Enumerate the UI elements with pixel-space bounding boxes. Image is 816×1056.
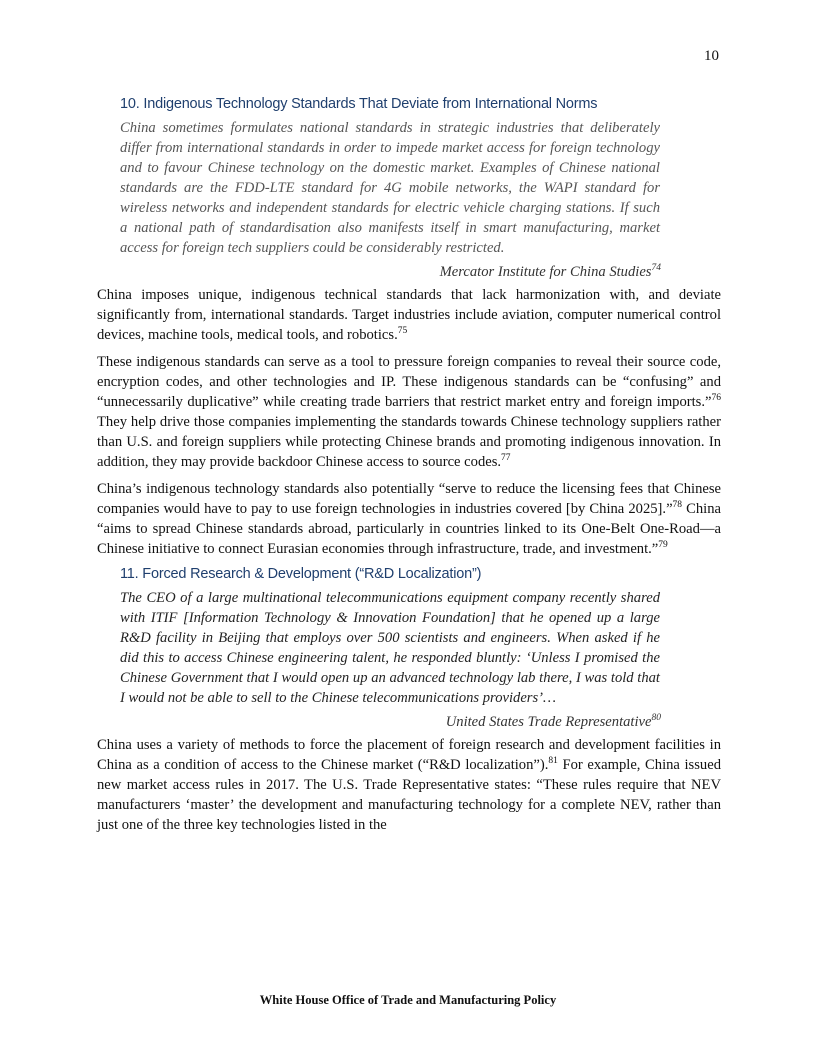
footnote-ref[interactable]: 81: [548, 756, 558, 767]
paragraph: [97, 735, 721, 835]
page-footer: White House Office of Trade and Manufacturing Policy: [259, 993, 557, 1007]
section-11-heading: 11. Forced Research & Development (“R&D Localization”): [120, 566, 482, 582]
paragraph-text: For example, China issued new market access rules in 2017. The U.S. Trade Representative states: “These rules require that NEV manufacturers ‘master’ the development and manufacturing technology for a complete NEV, rather than just one of the three key technologies listed in the: [97, 757, 721, 833]
footnote-ref[interactable]: 80: [651, 713, 661, 724]
section-11-attribution: [97, 714, 661, 731]
section-10-attribution: [97, 264, 661, 281]
paragraph-text: They help drive those companies implementing the standards towards Chinese technology suppliers rather than U.S. and foreign suppliers while protecting Chinese brands and promoting indigenous innovation. In addition, they may provide backdoor Chinese access to source codes.: [97, 414, 721, 470]
attribution-source: Mercator Institute for China Studies: [439, 264, 652, 280]
section-10-quote: China sometimes formulates national standards in strategic industries that deliberately differ from international standards in order to impede market access for foreign technology and to favour Chinese technology on the domestic market. Examples of Chinese national standards are the FDD-LTE standard for 4G mobile networks, the WAPI standard for wireless networks and independent standards for electric vehicle charging stations. If such a national path of standardisation also manifests itself in smart manufacturing, market access for foreign tech suppliers could be considerably restricted.: [120, 120, 660, 256]
paragraph-text: China “aims to spread Chinese standards abroad, particularly in countries linked to its One-Belt One-Road—a Chinese initiative to connect Eurasian economies through infrastructure, trade, and investment.”: [97, 501, 721, 557]
section-11-quote: The CEO of a large multinational telecommunications equipment company recently shared with ITIF [Information Technology & Innovation Foundation] that he opened up a large R&D facility in Beijing that employs over 500 scientists and engineers. When asked if he did this to access Chinese engineering talent, he responded bluntly: ‘Unless I promised the Chinese Government that I would open up an advanced technology lab there, I was told that I would not be able to sell to the Chinese telecommunications providers’…: [120, 590, 660, 706]
paragraph-text: China’s indigenous technology standards also potentially “serve to reduce the licensing fees that Chinese companies would have to pay to use foreign technologies in industries covered [by China 2025].”: [97, 481, 721, 517]
paragraph-text: China imposes unique, indigenous technical standards that lack harmonization with, and deviate significantly from, international standards. Target industries include aviation, computer numerical control devices, machine tools, medical tools, and robotics.: [97, 287, 721, 343]
footnote-ref[interactable]: 74: [651, 263, 661, 274]
section-10-heading: 10. Indigenous Technology Standards That Deviate from International Norms: [120, 96, 598, 112]
paragraph: [97, 479, 721, 559]
footnote-ref[interactable]: 77: [501, 453, 511, 464]
paragraph-text: These indigenous standards can serve as a tool to pressure foreign companies to reveal their source code, encryption codes, and other technologies and IP. These indigenous standards can be “confusing” and “unnecessarily duplicative” while creating trade barriers that restrict market entry and foreign imports.”: [97, 354, 721, 410]
paragraph: [97, 285, 721, 345]
footnote-ref[interactable]: 79: [658, 540, 668, 551]
page-content: [97, 96, 721, 842]
paragraph-text: China uses a variety of methods to force the placement of foreign research and development facilities in China as a condition of access to the Chinese market (“R&D localization”).: [97, 737, 721, 773]
paragraph: [97, 352, 721, 472]
page-number: 10: [704, 48, 719, 64]
footnote-ref[interactable]: 78: [672, 500, 683, 511]
footnote-ref[interactable]: 76: [711, 393, 721, 404]
footnote-ref[interactable]: 75: [397, 326, 408, 337]
attribution-source: United States Trade Representative: [445, 714, 652, 730]
